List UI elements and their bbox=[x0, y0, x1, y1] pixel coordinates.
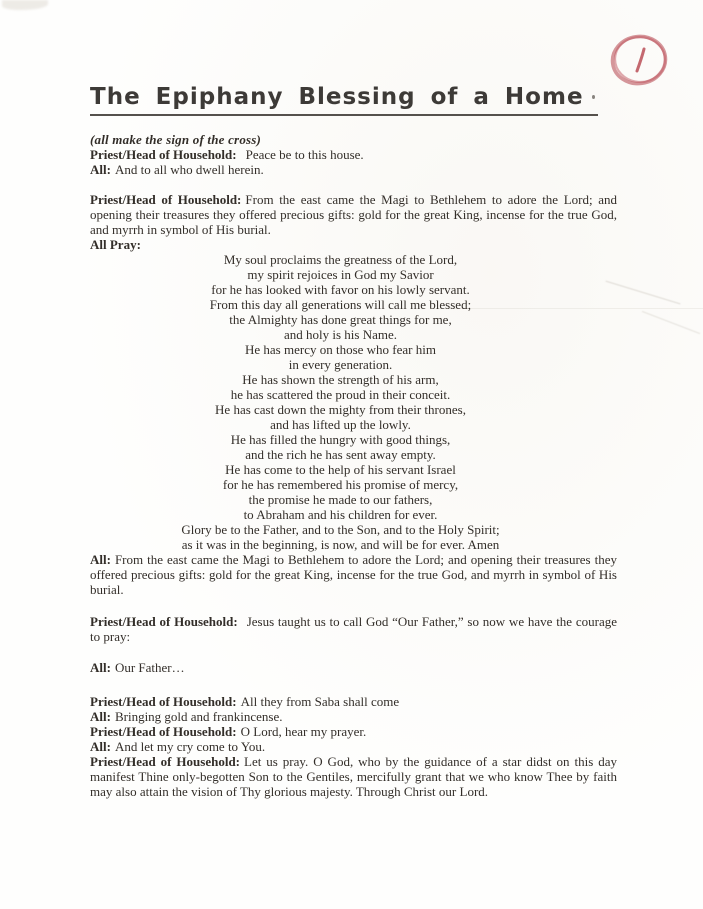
dialogue-text: Peace be to this house. bbox=[245, 147, 364, 162]
canticle-line: for he has remembered his promise of mercy, bbox=[222, 477, 459, 492]
canticle-line: He has shown the strength of his arm, bbox=[242, 372, 439, 387]
all-our-father-line bbox=[90, 660, 617, 675]
canticle-line: He has come to the help of his servant Israel bbox=[225, 462, 456, 477]
speaker-label: All: bbox=[90, 709, 111, 724]
dialogue-text: And to all who dwell herein. bbox=[114, 162, 264, 177]
speaker-label: Priest/Head of Household: bbox=[90, 724, 237, 739]
canticle-line: and holy is his Name. bbox=[283, 327, 397, 342]
page-number-digit bbox=[637, 49, 644, 71]
versicle-line bbox=[90, 739, 617, 754]
dialogue-text: All they from Saba shall come bbox=[240, 694, 400, 709]
magnificat-canticle bbox=[90, 252, 617, 552]
dialogue-text: Jesus taught us to call God “Our Father,” so now we have the courage to pray: bbox=[90, 614, 617, 644]
magi-paragraph bbox=[90, 192, 617, 237]
speaker-label: Priest/Head of Household: bbox=[90, 694, 237, 709]
versicle-line bbox=[90, 709, 617, 724]
document-body bbox=[90, 84, 617, 799]
speaker-label: Priest/Head of Household: bbox=[90, 147, 237, 162]
canticle-line: My soul proclaims the greatness of the Lord, bbox=[223, 252, 458, 267]
dialogue-text: O Lord, hear my prayer. bbox=[240, 724, 367, 739]
all-response-paragraph bbox=[90, 552, 617, 597]
dialogue-text: Bringing gold and frankincense. bbox=[114, 709, 283, 724]
dialogue-text: Let us pray. O God, who by the guidance of a star didst on this day manifest Thine only-begotten Son to the Gentiles, mercifully grant that we who know Thee by faith may also attain the vision of Thy glorious majesty. Through Christ our Lord. bbox=[90, 754, 617, 799]
canticle-line: for he has looked with favor on his lowly servant. bbox=[211, 282, 470, 297]
versicle-line bbox=[90, 694, 617, 709]
speaker-label: All: bbox=[90, 162, 111, 177]
all-pray-label bbox=[90, 237, 617, 252]
canticle-line: He has mercy on those who fear him bbox=[245, 342, 436, 357]
dialogue-text: Our Father… bbox=[114, 660, 185, 675]
speaker-label: Priest/Head of Household: bbox=[90, 192, 242, 207]
canticle-line: as it was in the beginning, is now, and will be for ever. Amen bbox=[181, 537, 500, 552]
speaker-label: All: bbox=[90, 552, 111, 567]
collect-paragraph bbox=[90, 754, 617, 799]
page-title: The Epiphany Blessing of a Home bbox=[90, 84, 598, 116]
rubric-text: (all make the sign of the cross) bbox=[90, 132, 262, 147]
circled-page-number bbox=[606, 31, 672, 89]
dialogue-text: From the east came the Magi to Bethlehem to adore the Lord; and opening their treasures they offered precious gifts: gold for the great King, incense for the true God, and myrrh in symbol of His burial. bbox=[90, 192, 618, 237]
canticle-line: the promise he made to our fathers, bbox=[248, 492, 433, 507]
canticle-line: He has cast down the mighty from their thrones, bbox=[215, 402, 466, 417]
canticle-line: the Almighty has done great things for me, bbox=[229, 312, 452, 327]
our-father-intro bbox=[90, 614, 617, 644]
scan-smudge bbox=[2, 0, 48, 10]
versicle-line bbox=[90, 724, 617, 739]
dialogue-text: From the east came the Magi to Bethlehem to adore the Lord; and opening their treasures they offered precious gifts: gold for the great King, incense for the true God, and myrrh in symbol of His burial. bbox=[90, 552, 617, 597]
canticle-line: and has lifted up the lowly. bbox=[270, 417, 411, 432]
red-circle-icon bbox=[606, 31, 672, 89]
canticle-line: he has scattered the proud in their conceit. bbox=[230, 387, 451, 402]
speaker-label: Priest/Head of Household: bbox=[90, 614, 238, 629]
paper-crease bbox=[642, 311, 700, 334]
speaker-label: Priest/Head of Household: bbox=[90, 754, 240, 769]
dialogue-line bbox=[90, 162, 617, 177]
canticle-line: to Abraham and his children for ever. bbox=[243, 507, 438, 522]
speaker-label: All Pray: bbox=[90, 237, 141, 252]
canticle-line: my spirit rejoices in God my Savior bbox=[247, 267, 434, 282]
canticle-line: Glory be to the Father, and to the Son, and to the Holy Spirit; bbox=[181, 522, 500, 537]
canticle-line: and the rich he has sent away empty. bbox=[245, 447, 436, 462]
speaker-label: All: bbox=[90, 739, 111, 754]
canticle-line: From this day all generations will call me blessed; bbox=[209, 297, 472, 312]
dialogue-line bbox=[90, 147, 617, 162]
canticle-line: in every generation. bbox=[288, 357, 393, 372]
dialogue-text: And let my cry come to You. bbox=[114, 739, 266, 754]
speaker-label: All: bbox=[90, 660, 111, 675]
canticle-line: He has filled the hungry with good things, bbox=[230, 432, 451, 447]
